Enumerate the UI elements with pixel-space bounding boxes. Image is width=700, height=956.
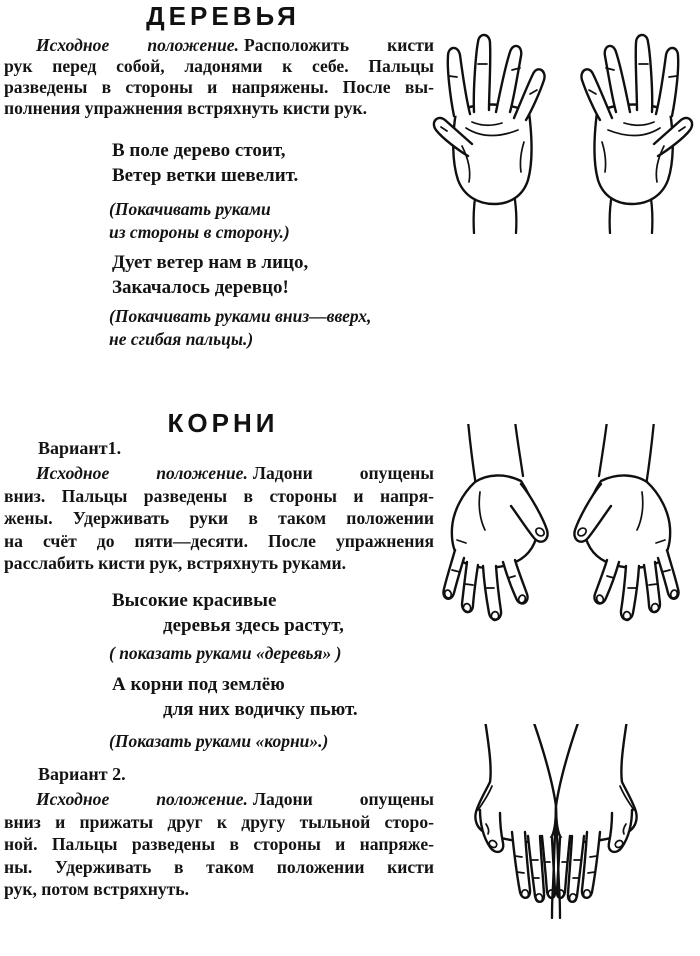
left-hand-pressed [475, 724, 556, 918]
stage-line: (Покачивать руками [109, 199, 271, 219]
paragraph-line: расслабить кисти рук, встряхнуть руками. [4, 553, 346, 573]
roots-variant2-paragraph [4, 788, 434, 901]
paragraph-line: полнения упражнения встряхнуть кисти рук. [4, 98, 368, 118]
roots-stage-direction-1: ( показать руками «деревья» ) [109, 643, 342, 663]
right-hand-pressed [556, 724, 637, 918]
left-hand-back [443, 424, 547, 621]
intro-line-rest: Ладони опущены [252, 789, 435, 809]
left-hand-palm [434, 35, 545, 233]
verse-line: Высокие красивые [112, 590, 277, 611]
open-palms-illustration [428, 24, 698, 239]
verse-line: Закачалось деревцо! [112, 277, 289, 298]
paragraph-line [4, 35, 434, 56]
paragraph-line: вниз. Пальцы разведены в стороны и напря- [4, 485, 434, 506]
intro-line-rest: Ладони опущены [252, 463, 435, 483]
verse-line: деревья здесь растут, [163, 615, 344, 636]
paragraph-line: разведены в стороны и напряжены. После вы- [4, 77, 434, 97]
paragraph-line: ной. Пальцы разведены в стороны и напряже- [4, 834, 434, 854]
paragraph-line [4, 788, 434, 811]
paragraph-line: на счёт до пяти—десяти. После упражнения [4, 530, 434, 551]
verse-line: В поле дерево стоит, [112, 140, 286, 161]
intro-lead-italic: Исходное положение. [36, 463, 248, 483]
paragraph-line: жены. Удерживать руки в таком положении [4, 508, 434, 528]
intro-lead-italic: Исходное положение. [36, 35, 239, 55]
roots-verse-1 [112, 588, 344, 638]
right-hand-back [574, 424, 678, 621]
stage-line: из стороны в сторону.) [109, 221, 290, 242]
variant-2-label: Вариант 2. [38, 764, 126, 784]
verse-line: Дует ветер нам в лицо, [112, 252, 309, 273]
verse-line: Ветер ветки шевелит. [112, 165, 299, 186]
trees-verse-2 [112, 250, 308, 300]
roots-stage-direction-2: (Показать руками «корни».) [109, 731, 329, 751]
roots-verse-2 [112, 672, 358, 722]
intro-line-rest: Расположить кисти [243, 35, 435, 55]
section-title-roots: КОРНИ [167, 408, 279, 438]
paragraph-line: рук, потом встряхнуть. [4, 879, 190, 899]
verse-line: для них водичку пьют. [163, 699, 358, 720]
variant-1-label: Вариант1. [38, 438, 122, 458]
right-hand-palm [581, 35, 692, 233]
section-title-trees: ДЕРЕВЬЯ [146, 1, 300, 31]
hands-pressed-illustration [472, 724, 640, 945]
hands-drawing-palms [428, 24, 698, 234]
paragraph-line [4, 462, 434, 485]
paragraph-line: вниз и прижаты друг к другу тыльной сторо- [4, 811, 434, 832]
verse-line: А корни под землёю [112, 674, 285, 695]
trees-stage-direction-2 [109, 305, 371, 350]
intro-lead-italic: Исходное положение. [36, 789, 248, 809]
hands-drawing-pressed-down [472, 724, 640, 940]
stage-line: не сгибая пальцы.) [109, 328, 254, 349]
trees-stage-direction-1 [109, 198, 290, 243]
trees-verse-1 [112, 138, 298, 188]
paragraph-line: рук перед собой, ладонями к себе. Пальцы [4, 56, 434, 76]
hands-drawing-backs-down [422, 424, 700, 632]
paragraph-line: ны. Удерживать в таком положении кисти [4, 856, 434, 877]
hands-down-illustration [422, 424, 700, 637]
stage-line: (Покачивать руками вниз—вверх, [109, 306, 372, 326]
roots-variant1-paragraph [4, 462, 434, 575]
trees-intro-paragraph [4, 35, 434, 119]
